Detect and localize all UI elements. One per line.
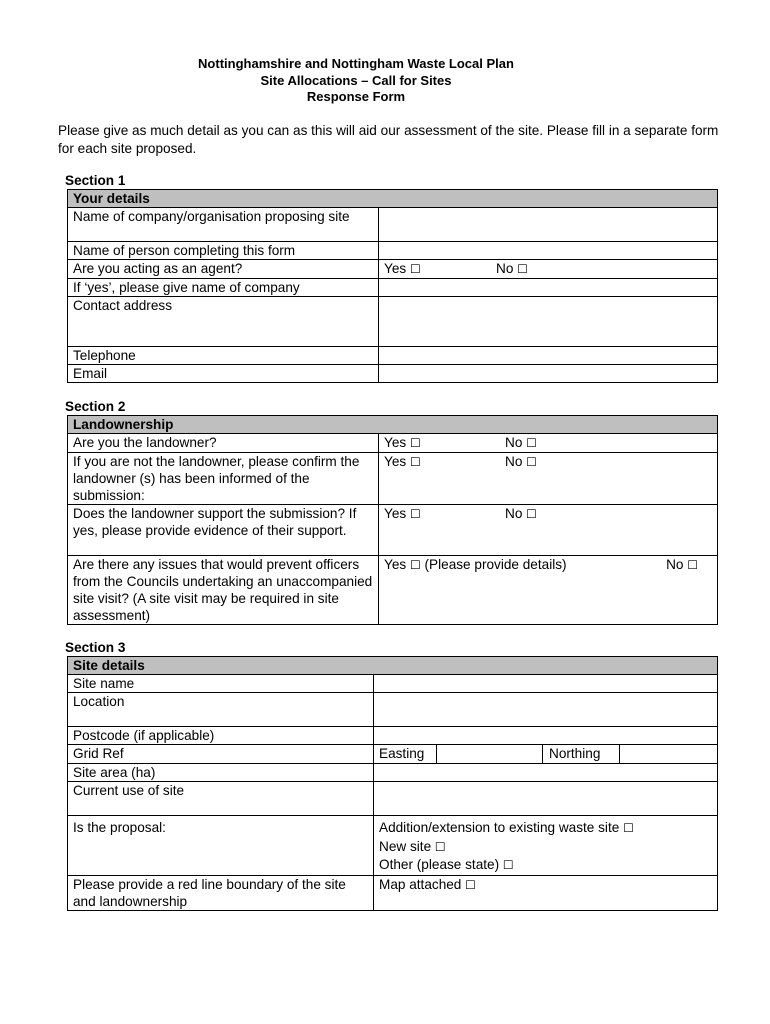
easting-label: Easting bbox=[379, 746, 425, 761]
email-field[interactable] bbox=[379, 365, 718, 383]
section-3-heading: Site details bbox=[68, 657, 718, 675]
option-new-site-checkbox[interactable]: ☐ bbox=[434, 839, 446, 854]
support-yes-checkbox[interactable]: ☐ bbox=[409, 507, 421, 521]
agent-yes-checkbox[interactable]: ☐ bbox=[409, 262, 421, 276]
postcode-field[interactable] bbox=[374, 727, 718, 745]
current-use-field[interactable] bbox=[374, 782, 718, 816]
address-label: Contact address bbox=[68, 297, 379, 347]
site-area-label: Site area (ha) bbox=[68, 764, 374, 782]
option-addition-checkbox[interactable]: ☐ bbox=[623, 821, 634, 835]
map-attached-label: Map attached bbox=[379, 876, 462, 892]
grid-ref-label: Grid Ref bbox=[68, 745, 374, 764]
telephone-label: Telephone bbox=[68, 347, 379, 365]
section-2-table bbox=[67, 415, 718, 625]
landowner-choice bbox=[379, 434, 718, 453]
location-label: Location bbox=[68, 693, 374, 727]
northing-label: Northing bbox=[549, 746, 601, 761]
person-field[interactable] bbox=[379, 242, 718, 260]
landowner-no-checkbox[interactable]: ☐ bbox=[526, 436, 537, 450]
postcode-label: Postcode (if applicable) bbox=[68, 727, 374, 745]
support-no-checkbox[interactable]: ☐ bbox=[526, 507, 537, 521]
company-label: Name of company/organisation proposing site bbox=[68, 208, 379, 242]
site-name-field[interactable] bbox=[374, 675, 718, 693]
boundary-choice bbox=[374, 875, 718, 910]
agent-company-field[interactable] bbox=[379, 279, 718, 297]
proposal-label: Is the proposal: bbox=[68, 816, 374, 876]
title-line-1: Nottinghamshire and Nottingham Waste Local Plan bbox=[198, 56, 514, 71]
intro-text: Please give as much detail as you can as this will aid our assessment of the site. Please fill in a separate form for each site proposed. bbox=[58, 123, 719, 156]
landowner-no-label: No bbox=[505, 435, 523, 450]
support-yes-label: Yes bbox=[384, 506, 407, 521]
current-use-label: Current use of site bbox=[68, 782, 374, 816]
informed-no-checkbox[interactable]: ☐ bbox=[526, 455, 537, 469]
issues-details-note: (Please provide details) bbox=[424, 557, 567, 572]
section-1-label: Section 1 bbox=[65, 173, 126, 188]
landowner-label: Are you the landowner? bbox=[68, 434, 379, 453]
person-label: Name of person completing this form bbox=[68, 242, 379, 260]
issues-label: Are there any issues that would prevent officers from the Councils undertaking an unaccompanied site visit? (A site visit may be required in site assessment) bbox=[68, 556, 379, 625]
easting-field[interactable] bbox=[436, 745, 543, 763]
issues-yes-checkbox[interactable]: ☐ bbox=[409, 558, 421, 572]
agent-label: Are you acting as an agent? bbox=[68, 260, 379, 279]
proposal-options bbox=[374, 816, 718, 876]
agent-no-label: No bbox=[496, 261, 514, 276]
grid-ref-cells bbox=[374, 745, 718, 764]
issues-no-checkbox[interactable]: ☐ bbox=[687, 558, 698, 572]
title-line-2: Site Allocations – Call for Sites bbox=[260, 72, 452, 88]
map-attached-checkbox[interactable]: ☐ bbox=[465, 877, 476, 892]
email-label: Email bbox=[68, 365, 379, 383]
boundary-label: Please provide a red line boundary of the site and landownership bbox=[68, 875, 374, 910]
section-3-label: Section 3 bbox=[65, 640, 126, 655]
site-area-field[interactable] bbox=[374, 764, 718, 782]
informed-label: If you are not the landowner, please confirm the landowner (s) has been informed of the submission: bbox=[68, 453, 379, 505]
form-title bbox=[0, 56, 712, 106]
telephone-field[interactable] bbox=[379, 347, 718, 365]
support-choice bbox=[379, 505, 718, 556]
issues-yes-label: Yes bbox=[384, 557, 407, 572]
option-new-site-label: New site bbox=[379, 838, 432, 854]
site-name-label: Site name bbox=[68, 675, 374, 693]
option-addition-label: Addition/extension to existing waste site bbox=[379, 820, 620, 835]
company-field[interactable] bbox=[379, 208, 718, 242]
informed-yes-label: Yes bbox=[384, 454, 407, 469]
support-no-label: No bbox=[505, 506, 523, 521]
agent-no-checkbox[interactable]: ☐ bbox=[517, 262, 528, 276]
northing-field[interactable] bbox=[619, 745, 717, 763]
title-line-3: Response Form bbox=[306, 89, 406, 104]
option-other-label: Other (please state) bbox=[379, 857, 500, 872]
location-field[interactable] bbox=[374, 693, 718, 727]
section-1-table bbox=[67, 189, 718, 383]
agent-choice bbox=[379, 260, 718, 279]
issues-no-label: No bbox=[666, 557, 684, 572]
section-1-heading: Your details bbox=[68, 190, 718, 208]
landowner-yes-checkbox[interactable]: ☐ bbox=[409, 436, 421, 450]
informed-no-label: No bbox=[505, 454, 523, 469]
informed-yes-checkbox[interactable]: ☐ bbox=[409, 455, 421, 469]
support-label: Does the landowner support the submission? If yes, please provide evidence of their support. bbox=[68, 505, 379, 556]
issues-choice bbox=[379, 556, 718, 625]
landowner-yes-label: Yes bbox=[384, 435, 407, 450]
informed-choice bbox=[379, 453, 718, 505]
section-2-heading: Landownership bbox=[68, 416, 718, 434]
section-3-table bbox=[67, 656, 718, 911]
section-2-label: Section 2 bbox=[65, 399, 126, 414]
agent-yes-label: Yes bbox=[384, 261, 407, 276]
agent-company-label: If ‘yes’, please give name of company bbox=[68, 279, 379, 297]
option-other-checkbox[interactable]: ☐ bbox=[502, 858, 514, 872]
address-field[interactable] bbox=[379, 297, 718, 347]
